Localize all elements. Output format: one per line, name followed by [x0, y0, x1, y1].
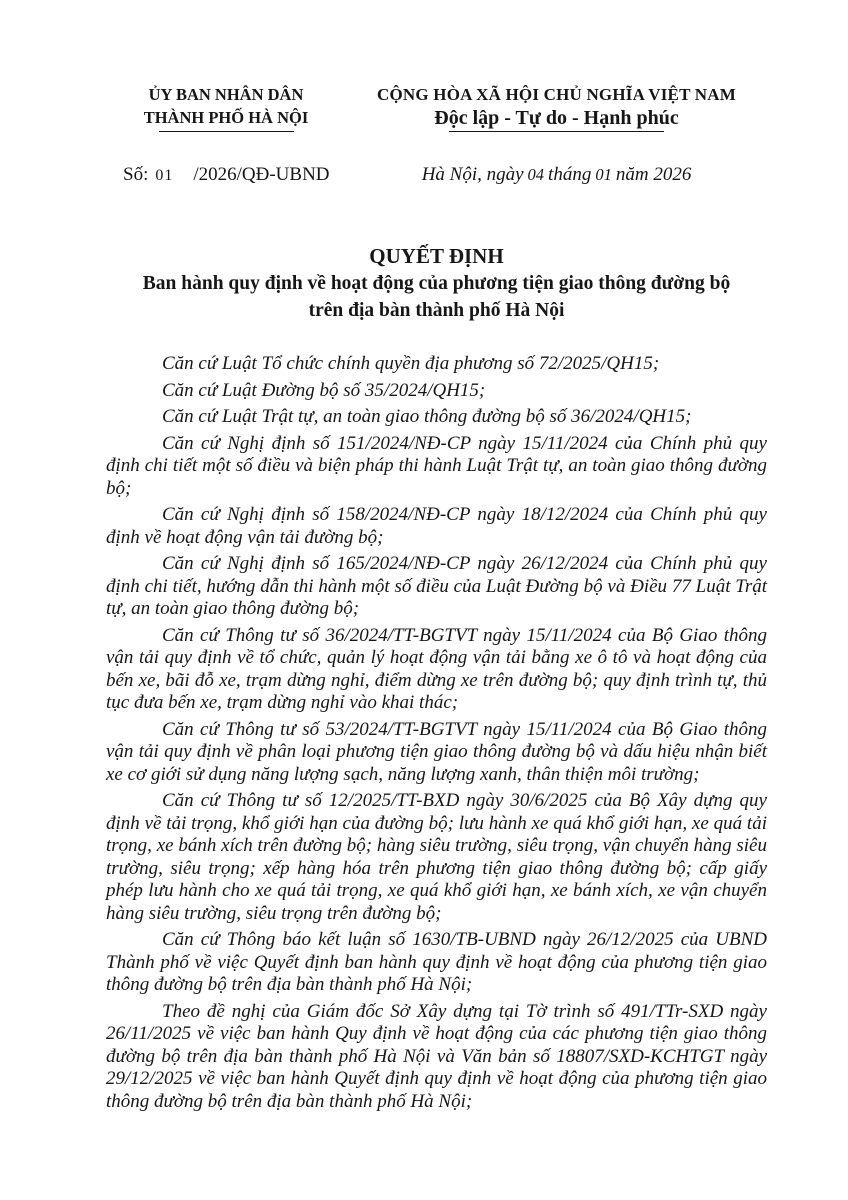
motto-underline: [449, 131, 664, 132]
document-header: [106, 83, 767, 132]
dateline-month: 01: [595, 165, 612, 184]
document-title: QUYẾT ĐỊNH: [369, 244, 504, 268]
recital-paragraph: Căn cứ Luật Đường bộ số 35/2024/QH15;: [162, 379, 486, 401]
issuer-underline: [159, 131, 294, 132]
recital-paragraph: Căn cứ Nghị định số 158/2024/NĐ-CP ngày 18/12/2024 của Chính phủ quy định về hoạt động vận tải đường bộ;: [106, 504, 767, 548]
document-number: [106, 164, 346, 186]
recital-paragraph: Căn cứ Luật Trật tự, an toàn giao thông đường bộ số 36/2024/QH15;: [162, 406, 692, 427]
recital-paragraph: Căn cứ Nghị định số 151/2024/NĐ-CP ngày 15/11/2024 của Chính phủ quy định chi tiết một số điều và biện pháp thi hành Luật Trật tự, an toàn giao thông đường bộ;: [106, 432, 767, 499]
title-block: [106, 242, 767, 324]
national-motto-block: [346, 83, 767, 132]
recital-paragraph: Căn cứ Thông tư số 36/2024/TT-BGTVT ngày 15/11/2024 của Bộ Giao thông vận tải quy định về tổ chức, quản lý hoạt động vận tải bằng xe ô tô và hoạt động của bến xe, bãi đỗ xe, trạm dừng nghỉ, điểm dừng xe trên đường bộ; quy định trình tự, thủ tục đưa bến xe, trạm dừng nghỉ vào khai thác;: [106, 624, 767, 713]
document-subtitle-line1: Ban hành quy định về hoạt động của phương tiện giao thông đường bộ: [142, 273, 731, 294]
dateline-year-label: năm: [615, 164, 649, 185]
dateline-year: 2026: [653, 164, 692, 185]
dateline-place: Hà Nội, ngày: [421, 164, 524, 185]
document-meta-row: [106, 164, 767, 186]
issuing-authority-block: [106, 83, 346, 132]
recital-paragraph: Căn cứ Luật Tổ chức chính quyền địa phương số 72/2025/QH15;: [162, 353, 660, 374]
recital-paragraph: Căn cứ Nghị định số 165/2024/NĐ-CP ngày 26/12/2024 của Chính phủ quy định chi tiết, hướng dẫn thi hành một số điều của Luật Đường bộ và Điều 77 Luật Trật tự, an toàn giao thông đường bộ;: [106, 553, 767, 619]
recital-paragraph: Căn cứ Thông tư số 53/2024/TT-BGTVT ngày 15/11/2024 của Bộ Giao thông vận tải quy định về phân loại phương tiện giao thông đường bộ và dấu hiệu nhận biết xe cơ giới sử dụng năng lượng sạch, năng lượng xanh, thân thiện môi trường;: [106, 718, 767, 785]
document-number-label: Số:: [123, 164, 149, 185]
document-number-code: /2026/QĐ-UBND: [193, 164, 330, 185]
dateline-month-label: tháng: [548, 164, 592, 185]
document-subtitle-line2: trên địa bàn thành phố Hà Nội: [308, 300, 565, 321]
recital-paragraph: Căn cứ Thông tư số 12/2025/TT-BXD ngày 30/6/2025 của Bộ Xây dựng quy định về tải trọng, khổ giới hạn của đường bộ; lưu hành xe quá khổ giới hạn, xe quá tải trọng, xe bánh xích trên đường bộ; hàng siêu trường, siêu trọng, vận chuyển hàng siêu trường, siêu trọng; xếp hàng hóa trên phương tiện giao thông đường bộ; cấp giấy phép lưu hành cho xe quá tải trọng, xe quá khổ giới hạn, xe bánh xích, xe vận chuyển hàng siêu trường, siêu trọng trên đường bộ;: [106, 790, 767, 924]
national-name: CỘNG HÒA XÃ HỘI CHỦ NGHĨA VIỆT NAM: [377, 85, 736, 104]
issuing-authority-line1: ỦY BAN NHÂN DÂN: [148, 85, 304, 104]
document-number-value: 01: [155, 167, 174, 184]
national-motto: Độc lập - Tự do - Hạnh phúc: [434, 107, 679, 129]
recital-paragraph: Theo đề nghị của Giám đốc Sở Xây dựng tại Tờ trình số 491/TTr-SXD ngày 26/11/2025 về việc ban hành Quy định về hoạt động của các phương tiện giao thông đường bộ trên địa bàn thành phố Hà Nội và Văn bản số 18807/SXD-KCHTGT ngày 29/12/2025 về việc ban hành Quyết định quy định về hoạt động của phương tiện giao thông đường bộ trên địa bàn thành phố Hà Nội;: [106, 1000, 767, 1112]
dateline-day: 04: [527, 165, 545, 184]
issuing-authority-line2: THÀNH PHỐ HÀ NỘI: [143, 108, 309, 127]
recitals-section: [106, 353, 767, 1113]
document-dateline: [346, 164, 767, 186]
recital-paragraph: Căn cứ Thông báo kết luận số 1630/TB-UBND ngày 26/12/2025 của UBND Thành phố về việc Quyết định ban hành quy định về hoạt động của phương tiện giao thông đường bộ trên địa bàn thành phố Hà Nội;: [106, 929, 767, 995]
